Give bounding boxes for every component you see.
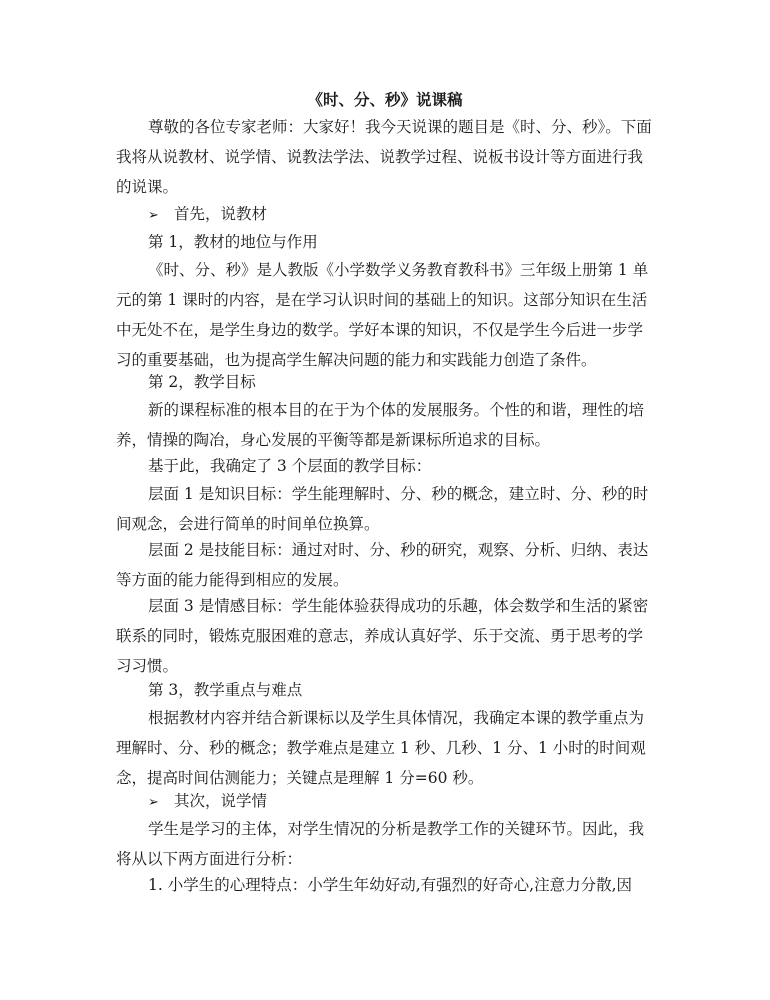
- arrow-bullet-icon: ➢: [148, 795, 159, 810]
- subheading-status: 第 1，教材的地位与作用: [148, 233, 318, 251]
- paragraph-knowledge-goal: 层面 1 是知识目标：学生能理解时、分、秒的概念，建立时、分、秒的时间观念，会进行简单的时间单位换算。: [116, 485, 649, 533]
- paragraph-key-points: 根据教材内容并结合新课标以及学生具体情况，我确定本课的教学重点为理解时、分、秒的概念；教学难点是建立 1 秒、几秒、1 分、1 小时的时间观念，提高时间估测能力；关键点是理解 1 分=60 秒。: [116, 709, 646, 787]
- document-title: 《时、分、秒》说课稿: [307, 90, 463, 109]
- arrow-bullet-icon: ➢: [148, 208, 159, 223]
- paragraph-status: 《时、分、秒》是人教版《小学数学义务教育教科书》三年级上册第 1 单元的第 1 课时的内容，是在学习认识时间的基础上的知识。这部分知识在生活中无处不在，是学生身边的数学。学好本课的知识，不仅是学生今后进一步学习的重要基础，也为提高学生解决问题的能力和实践能力创造了条件。: [116, 261, 649, 369]
- heading-text: 其次，说学情: [174, 792, 268, 810]
- paragraph-student-psychology: 1. 小学生的心理特点：小学生年幼好动,有强烈的好奇心,注意力分散,因: [148, 876, 632, 894]
- paragraph-emotion-goal: 层面 3 是情感目标：学生能体验获得成功的乐趣，体会数学和生活的紧密联系的同时，锻炼克服困难的意志，养成认真好学、乐于交流、勇于思考的学习习惯。: [116, 597, 649, 675]
- paragraph-skill-goal: 层面 2 是技能目标：通过对时、分、秒的研究，观察、分析、归纳、表达等方面的能力能得到相应的发展。: [116, 541, 649, 589]
- subheading-goals: 第 2，教学目标: [148, 373, 256, 391]
- paragraph-intro: 尊敬的各位专家老师：大家好！我今天说课的题目是《时、分、秒》。下面我将从说教材、说学情、说教法学法、说教学过程、说板书设计等方面进行我的说课。: [116, 118, 652, 196]
- paragraph-goal-levels: 基于此，我确定了 3 个层面的教学目标：: [148, 457, 432, 475]
- subheading-key-points: 第 3，教学重点与难点: [148, 681, 303, 699]
- paragraph-goals: 新的课程标准的根本目的在于为个体的发展服务。个性的和谐，理性的培养，情操的陶冶，身心发展的平衡等都是新课标所追求的目标。: [116, 401, 645, 449]
- heading-text: 首先，说教材: [174, 205, 268, 223]
- paragraph-students: 学生是学习的主体，对学生情况的分析是教学工作的关键环节。因此，我将从以下两方面进行分析：: [116, 820, 645, 868]
